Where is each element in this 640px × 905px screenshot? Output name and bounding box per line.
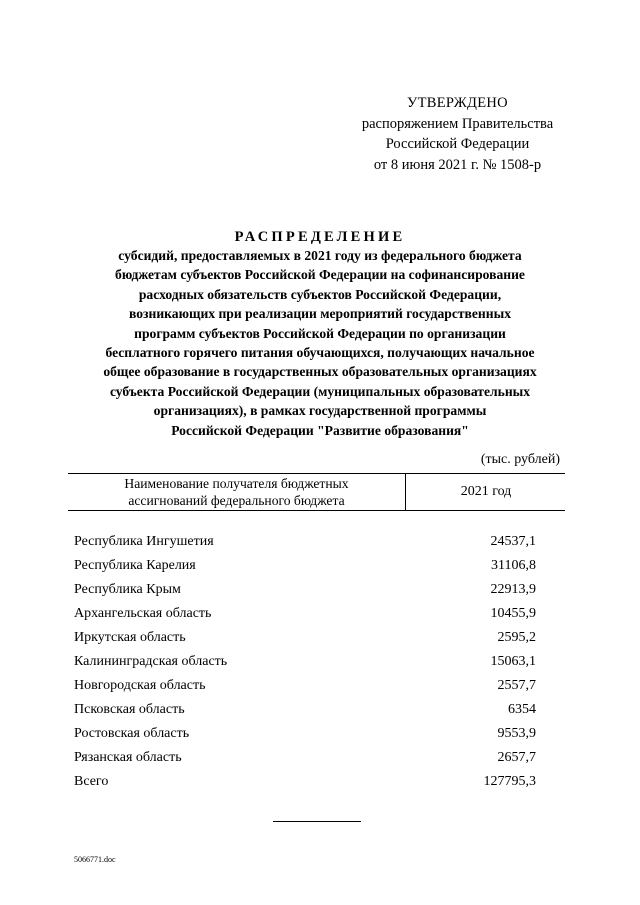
region-name: Республика Карелия [74, 558, 196, 573]
approval-line-2: Российской Федерации [385, 136, 530, 152]
table-header-name [70, 475, 403, 509]
subsidy-amount: 6354 [508, 702, 536, 717]
subsidy-amount: 2657,7 [497, 750, 536, 765]
subtitle-line: Российской Федерации "Развитие образования" [171, 422, 469, 438]
subtitle-line: возникающих при реализации мероприятий государственных [128, 306, 512, 322]
subtitle-line: субъекта Российской Федерации (муниципальных образовательных [109, 383, 531, 399]
approval-stamp [340, 93, 575, 175]
approval-line-3: от 8 июня 2021 г. № 1508-р [373, 156, 542, 173]
total-label: Всего [74, 774, 109, 789]
subtitle-line: организациях), в рамках государственной программы [153, 403, 487, 419]
subtitle-line: субсидий, предоставляемых в 2021 году из федерального бюджета [118, 248, 522, 263]
subsidy-amount: 10455,9 [490, 606, 536, 621]
subsidy-amount: 24537,1 [490, 534, 536, 549]
table-row [74, 622, 544, 646]
approval-heading: УТВЕРЖДЕНО [407, 95, 508, 111]
region-name: Псковская область [74, 702, 185, 717]
subsidy-amount: 2557,7 [497, 678, 536, 693]
table-header-year: 2021 год [460, 484, 512, 499]
table-header-bottom-rule [68, 510, 565, 511]
file-code: 5066771.doc [74, 855, 116, 864]
subsidy-amount: 22913,9 [490, 582, 536, 597]
table-column-divider [405, 474, 406, 510]
document-title: РАСПРЕДЕЛЕНИЕ [234, 229, 406, 245]
table-row [74, 670, 544, 694]
region-name: Иркутская область [74, 630, 186, 645]
region-name: Рязанская область [74, 750, 182, 765]
subtitle-line: программ субъектов Российской Федерации по организации [134, 325, 506, 341]
table-row [74, 550, 544, 574]
subtitle-line: общее образование в государственных образовательных организациях [103, 364, 537, 380]
table-row [74, 526, 544, 550]
document-end-rule [273, 821, 361, 822]
subtitle-line: бесплатного горячего питания обучающихся, получающих начальное [105, 345, 535, 361]
document-subtitle [70, 246, 570, 440]
total-amount: 127795,3 [483, 774, 536, 789]
table-header-top-rule [68, 473, 565, 474]
table-row [74, 574, 544, 598]
table-row [74, 646, 544, 670]
table-row-total [74, 766, 544, 790]
subtitle-line: бюджетам субъектов Российской Федерации на софинансирование [115, 267, 525, 283]
subsidy-amount: 15063,1 [490, 654, 536, 669]
region-name: Ростовская область [74, 726, 190, 741]
region-name: Республика Ингушетия [74, 534, 214, 549]
region-name: Республика Крым [74, 582, 181, 597]
subsidy-amount: 2595,2 [497, 630, 536, 645]
table-header-name-line: Наименование получателя бюджетных [124, 476, 349, 491]
subsidy-amount: 9553,9 [497, 726, 536, 741]
region-name: Архангельская область [74, 606, 212, 621]
region-name: Калининградская область [74, 654, 228, 669]
table-row [74, 694, 544, 718]
table-body [74, 526, 544, 790]
table-row [74, 598, 544, 622]
subtitle-line: расходных обязательств субъектов Российской Федерации, [138, 286, 502, 302]
region-name: Новгородская область [74, 678, 206, 693]
units-label: (тыс. рублей) [480, 452, 560, 467]
table-row [74, 718, 544, 742]
approval-line-1: распоряжением Правительства [361, 115, 554, 132]
subsidy-amount: 31106,8 [491, 558, 536, 573]
table-row [74, 742, 544, 766]
table-header-name-line: ассигнований федерального бюджета [128, 493, 345, 508]
